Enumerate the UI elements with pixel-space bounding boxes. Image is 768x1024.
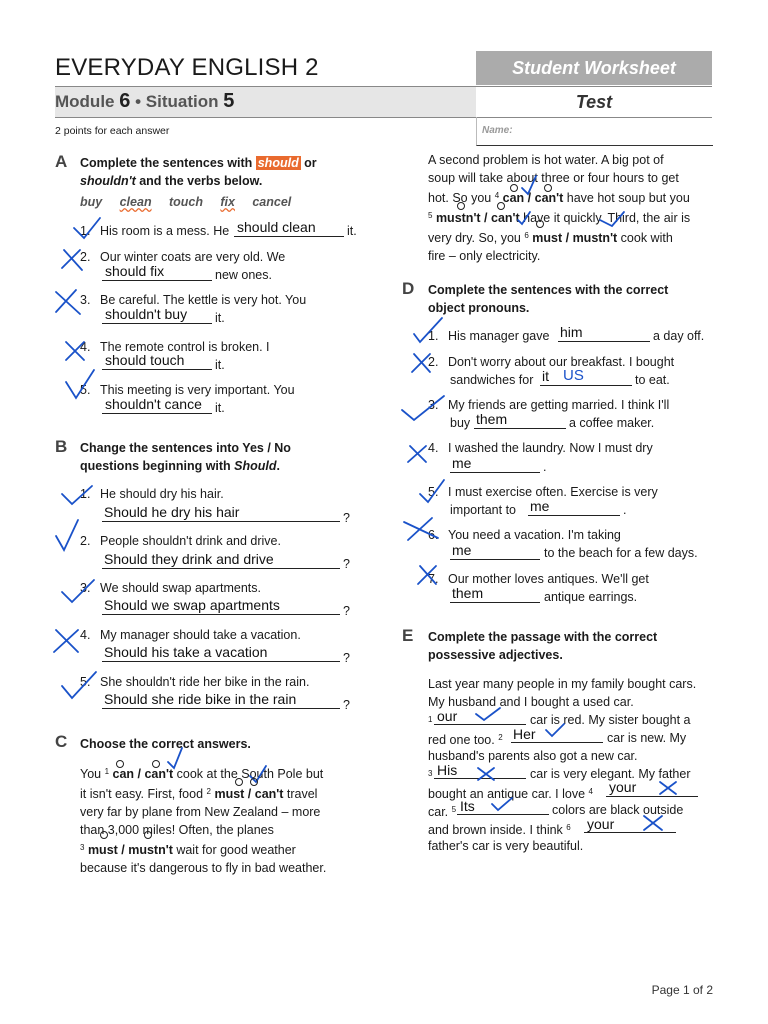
passage-text: A second problem is hot water. A big pot of [428,153,664,167]
choice-circle [511,185,518,192]
section-e-letter: E [402,626,414,645]
passage-e-line: husband's parents also got a new car. [428,749,638,763]
answer-e2[interactable]: Her [513,726,536,742]
choice-options[interactable]: must / mustn't [87,843,173,857]
answer-d4[interactable]: me [452,455,472,471]
item-text: to the beach for a few days. [544,546,698,560]
check-mark-icon [492,798,512,810]
answer-b1[interactable]: Should he dry his hair [104,504,240,520]
passage-e-line: car is very elegant. My father [530,767,691,781]
name-label: Name: [482,125,513,136]
item-text: Our winter coats are very old. We [100,250,286,264]
choice-circle [117,761,124,768]
worksheet-title: EVERYDAY ENGLISH 2 [55,54,319,81]
item-text: People shouldn't drink and drive. [100,534,281,548]
item-text: Don't worry about our breakfast. I bought [448,355,675,369]
blank-number: 6 [566,823,571,832]
choice-number: 3 [80,843,85,852]
check-mark-icon [168,748,182,768]
item-number: 3. [80,581,91,595]
passage-text: cook at the South Pole but [173,767,324,781]
item-text: She shouldn't ride her bike in the rain. [100,675,310,689]
instr-should-highlight: should [257,156,299,170]
page-number: Page 1 of 2 [651,983,713,997]
passage-text: wait for good weather [172,843,296,857]
situation-number: 5 [223,90,235,112]
passage-text: have it quickly. Third, the air is [519,211,691,225]
passage-e-line: car is red. My sister bought a [530,713,691,727]
answer-b2[interactable]: Should they drink and drive [104,551,274,567]
choice-options[interactable]: must / mustn't [532,231,618,245]
passage-e-line: colors are black outside [552,803,684,817]
instr-text: and the verbs below. [135,174,263,188]
passage-text: car. [428,805,449,819]
choice-circle [236,779,243,786]
passage-e-line: My husband and I bought a used car. [428,695,634,709]
item-number: 4. [80,340,91,354]
instr-text: Change the sentences into Yes / No [80,441,291,455]
item-text: . [623,503,627,517]
choice-number: 2 [206,787,211,796]
item-text: . [543,460,547,474]
instr-text: object pronouns. [428,301,530,315]
cross-mark-icon [54,630,78,652]
blank-number: 5 [451,805,457,814]
item-text: Our mother loves antiques. We'll get [448,572,649,586]
passage-text: very far by plane from New Zealand – more [80,805,321,819]
answer-e4[interactable]: your [609,779,637,795]
item-number: 6. [428,528,439,542]
answer-b3[interactable]: Should we swap apartments [104,597,280,613]
question-mark: ? [343,511,350,525]
choice-options[interactable]: can / can't [112,767,174,781]
item-text: Be careful. The kettle is very hot. You [100,293,307,307]
answer-e6[interactable]: your [587,816,615,832]
section-c-letter: C [55,732,68,751]
item-text: new ones. [215,268,272,282]
blank-number: 4 [588,787,593,796]
check-mark-icon [56,520,78,550]
item-text: important to [450,503,517,517]
check-mark-icon [62,486,92,504]
answer-a4[interactable]: should touch [105,352,185,368]
item-text: This meeting is very important. You [100,383,295,397]
passage-text: hot. So you [428,191,495,205]
section-b-letter: B [55,437,68,456]
check-mark-icon [522,176,536,194]
passage-text: have hot soup but you [563,191,690,205]
cross-mark-icon [62,250,82,270]
module-label: Module [55,92,115,111]
instr-text: questions beginning with [80,459,235,473]
answer-d1[interactable]: him [560,324,583,340]
question-mark: ? [343,604,350,618]
cross-mark-icon [408,446,426,462]
item-text: My manager should take a vacation. [100,628,301,642]
answer-d7[interactable]: them [452,585,484,601]
item-number: 3. [80,293,91,307]
answer-b4[interactable]: Should his take a vacation [104,644,268,660]
item-text: His manager gave [448,329,550,343]
passage-text: very dry. So, you [428,231,525,245]
choice-options[interactable]: must / can't [214,787,284,801]
answer-e3[interactable]: His [437,762,458,778]
cross-mark-icon [660,782,676,794]
check-mark-icon [62,672,96,698]
instr-text: possessive adjectives. [428,648,563,662]
instr-should: Should [234,459,277,473]
answer-a5[interactable]: shouldn't cance [105,396,202,412]
passage-e-line: father's car is very beautiful. [428,839,584,853]
passage-text: and brown inside. I think [428,823,563,837]
instr-text: Complete the sentences with the correct [428,283,669,297]
check-mark-icon [66,370,94,398]
choice-number: 5 [428,211,433,220]
answer-a2[interactable]: should fix [105,263,165,279]
instr-shouldnt: shouldn't [80,174,136,188]
choice-circle [545,185,552,192]
test-label: Test [476,86,712,118]
check-mark-icon [74,218,100,238]
item-text: My friends are getting married. I think I'll [448,398,670,412]
choice-circle [498,203,505,210]
item-text: antique earrings. [544,590,638,604]
passage-text: because it's dangerous to fly in bad weather. [80,861,327,875]
check-mark-icon [546,724,564,736]
item-number: 1. [428,329,439,343]
cross-mark-icon [66,342,84,360]
handwritten-note-us: US [563,367,584,384]
passage-text: than 3,000 miles! Often, the planes [80,823,274,837]
answer-d3[interactable]: them [476,411,508,427]
cross-mark-icon [404,518,438,540]
situation-label: Situation [145,92,219,111]
answer-e1[interactable]: our [437,708,458,724]
item-text: sandwiches for [450,373,534,387]
answer-a3[interactable]: shouldn't buy [105,306,188,322]
choice-circle [145,832,152,839]
section-d-letter: D [402,279,415,298]
question-mark: ? [343,698,350,712]
choice-circle [153,761,160,768]
bullet: • [135,92,142,111]
choice-options[interactable]: mustn't / can't [435,211,520,225]
item-number: 1. [80,487,91,501]
item-text: it. [215,358,225,372]
item-text: buy [450,416,471,430]
section-a-letter: A [55,152,68,171]
check-mark-icon [62,580,94,602]
passage-text: You [80,767,105,781]
instr-text: Complete the sentences with [80,156,256,170]
check-mark-icon [518,212,530,224]
item-text: a coffee maker. [569,416,655,430]
passage-text: cook with [617,231,673,245]
item-number: 5. [428,485,439,499]
passage-e-line: Last year many people in my family bought cars. [428,677,697,691]
item-number: 2. [80,534,91,548]
item-text: it. [215,311,225,325]
passage-e-line: car is new. My [607,731,687,745]
passage-text: soup will take about three or four hours to get [428,171,679,185]
item-text: I washed the laundry. Now I must dry [448,441,653,455]
verb-item: clean [119,195,152,209]
instr-text: Complete the passage with the correct [428,630,658,644]
item-text: to eat. [635,373,670,387]
check-mark-icon [250,766,266,782]
instr-text: or [300,156,317,170]
verb-item: touch [168,195,203,209]
check-mark-icon [476,708,500,720]
answer-d6[interactable]: me [452,542,472,558]
instr-text: . [276,459,281,473]
item-text: I must exercise often. Exercise is very [448,485,658,499]
passage-text: travel [283,787,318,801]
passage-text: fire – only electricity. [428,249,541,263]
blank-number: 1 [428,715,433,724]
blank-number: 3 [428,769,433,778]
item-number: 4. [80,628,91,642]
passage-text: it isn't easy. First, food [80,787,207,801]
question-mark: ? [343,557,350,571]
blank-number: 2 [498,733,503,742]
answer-b5[interactable]: Should she ride bike in the rain [104,691,297,707]
student-worksheet-label: Student Worksheet [476,51,712,85]
check-mark-icon [414,318,442,342]
item-number: 2. [428,355,439,369]
section-c-instruction: Choose the correct answers. [80,737,251,751]
item-text: it. [215,401,225,415]
choice-circle [537,221,544,228]
passage-text: red one too. [428,733,495,747]
choice-number: 4 [494,191,500,200]
item-text: His room is a mess. He [100,224,230,238]
check-mark-icon [600,212,624,226]
verb-item: buy [80,195,103,209]
item-number: 2. [80,250,91,264]
choice-number: 6 [524,231,529,240]
cross-mark-icon [56,290,80,314]
choice-number: 1 [104,767,110,776]
passage-text: bought an antique car. I love [428,787,586,801]
answer-d5[interactable]: me [530,498,550,514]
cross-mark-icon [418,566,436,584]
check-mark-icon [420,480,444,502]
module-number: 6 [119,90,131,112]
verb-item: fix [220,195,235,209]
item-text: it. [347,224,357,238]
item-text: We should swap apartments. [100,581,261,595]
item-number: 7. [428,572,439,586]
item-text: He should dry his hair. [100,487,224,501]
answer-e5[interactable]: Its [460,798,475,814]
verb-item: cancel [252,195,292,209]
answer-a1[interactable]: should clean [237,219,316,235]
choice-circle [458,203,465,210]
cross-mark-icon [644,816,662,830]
choice-circle [101,832,108,839]
item-number: 3. [428,398,439,412]
item-text: a day off. [653,329,705,343]
cross-mark-icon [412,354,430,372]
item-number: 4. [428,441,439,455]
check-mark-icon [402,396,444,420]
item-number: 5. [80,675,91,689]
item-number: 5. [80,383,91,397]
points-note: 2 points for each answer [55,125,170,137]
question-mark: ? [343,651,350,665]
item-number: 1. [80,224,91,238]
answer-d2[interactable]: it [542,368,549,384]
item-text: You need a vacation. I'm taking [448,528,621,542]
cross-mark-icon [478,768,494,780]
choice-options[interactable]: can / can't [502,191,564,205]
item-text: The remote control is broken. I [100,340,270,354]
